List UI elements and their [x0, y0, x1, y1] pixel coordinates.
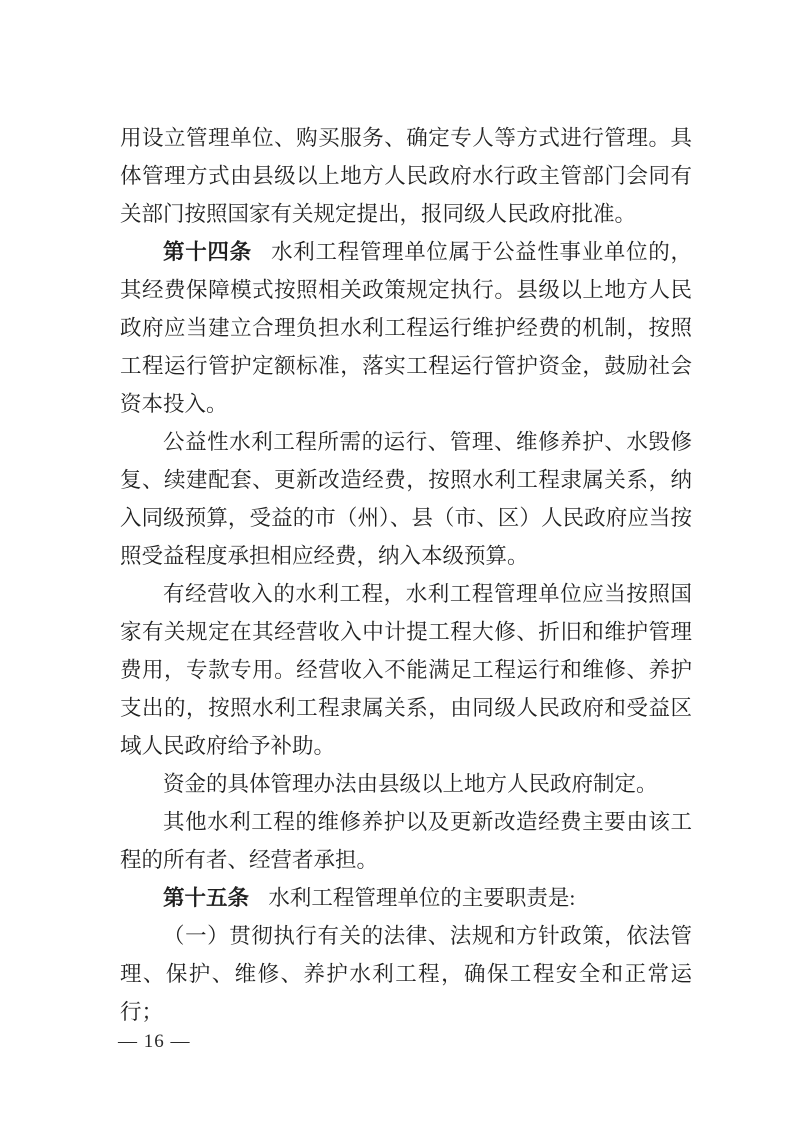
page-number: — 16 — — [118, 1031, 191, 1052]
paragraph-text: 资金的具体管理办法由县级以上地方人民政府制定。 — [163, 772, 658, 796]
page-footer — [118, 1030, 191, 1054]
paragraph-text: 公益性水利工程所需的运行、管理、维修养护、水毁修复、续建配套、更新改造经费，按照水利工程隶属关系，纳入同级预算，受益的市（州）、县（市、区）人民政府应当按照受益程度承担相应经费，纳入本级预算。 — [120, 430, 692, 568]
paragraph — [120, 803, 692, 879]
paragraph — [120, 119, 692, 233]
document-body — [120, 119, 692, 1031]
paragraph-text: 用设立管理单位、购买服务、确定专人等方式进行管理。具体管理方式由县级以上地方人民政府水行政主管部门会同有关部门按照国家有关规定提出，报同级人民政府批准。 — [120, 126, 692, 226]
paragraph-article-14 — [120, 233, 692, 423]
article-term: 第十五条 — [163, 886, 250, 910]
paragraph-text: 水利工程管理单位的主要职责是: — [268, 886, 576, 910]
paragraph-text: （一）贯彻执行有关的法律、法规和方针政策，依法管理、保护、维修、养护水利工程，确保工程安全和正常运行； — [120, 924, 692, 1024]
paragraph-item-1 — [120, 917, 692, 1031]
paragraph-article-15 — [120, 879, 692, 917]
paragraph-text: 水利工程管理单位属于公益性事业单位的，其经费保障模式按照相关政策规定执行。县级以上地方人民政府应当建立合理负担水利工程运行维护经费的机制，按照工程运行管护定额标准，落实工程运行管护资金，鼓励社会资本投入。 — [120, 240, 692, 416]
paragraph-text: 有经营收入的水利工程，水利工程管理单位应当按照国家有关规定在其经营收入中计提工程大修、折旧和维护管理费用，专款专用。经营收入不能满足工程运行和维修、养护支出的，按照水利工程隶属关系，由同级人民政府和受益区域人民政府给予补助。 — [120, 582, 692, 758]
paragraph — [120, 423, 692, 575]
paragraph — [120, 765, 692, 803]
article-term: 第十四条 — [163, 240, 252, 264]
paragraph-text: 其他水利工程的维修养护以及更新改造经费主要由该工程的所有者、经营者承担。 — [120, 810, 692, 872]
paragraph — [120, 575, 692, 765]
